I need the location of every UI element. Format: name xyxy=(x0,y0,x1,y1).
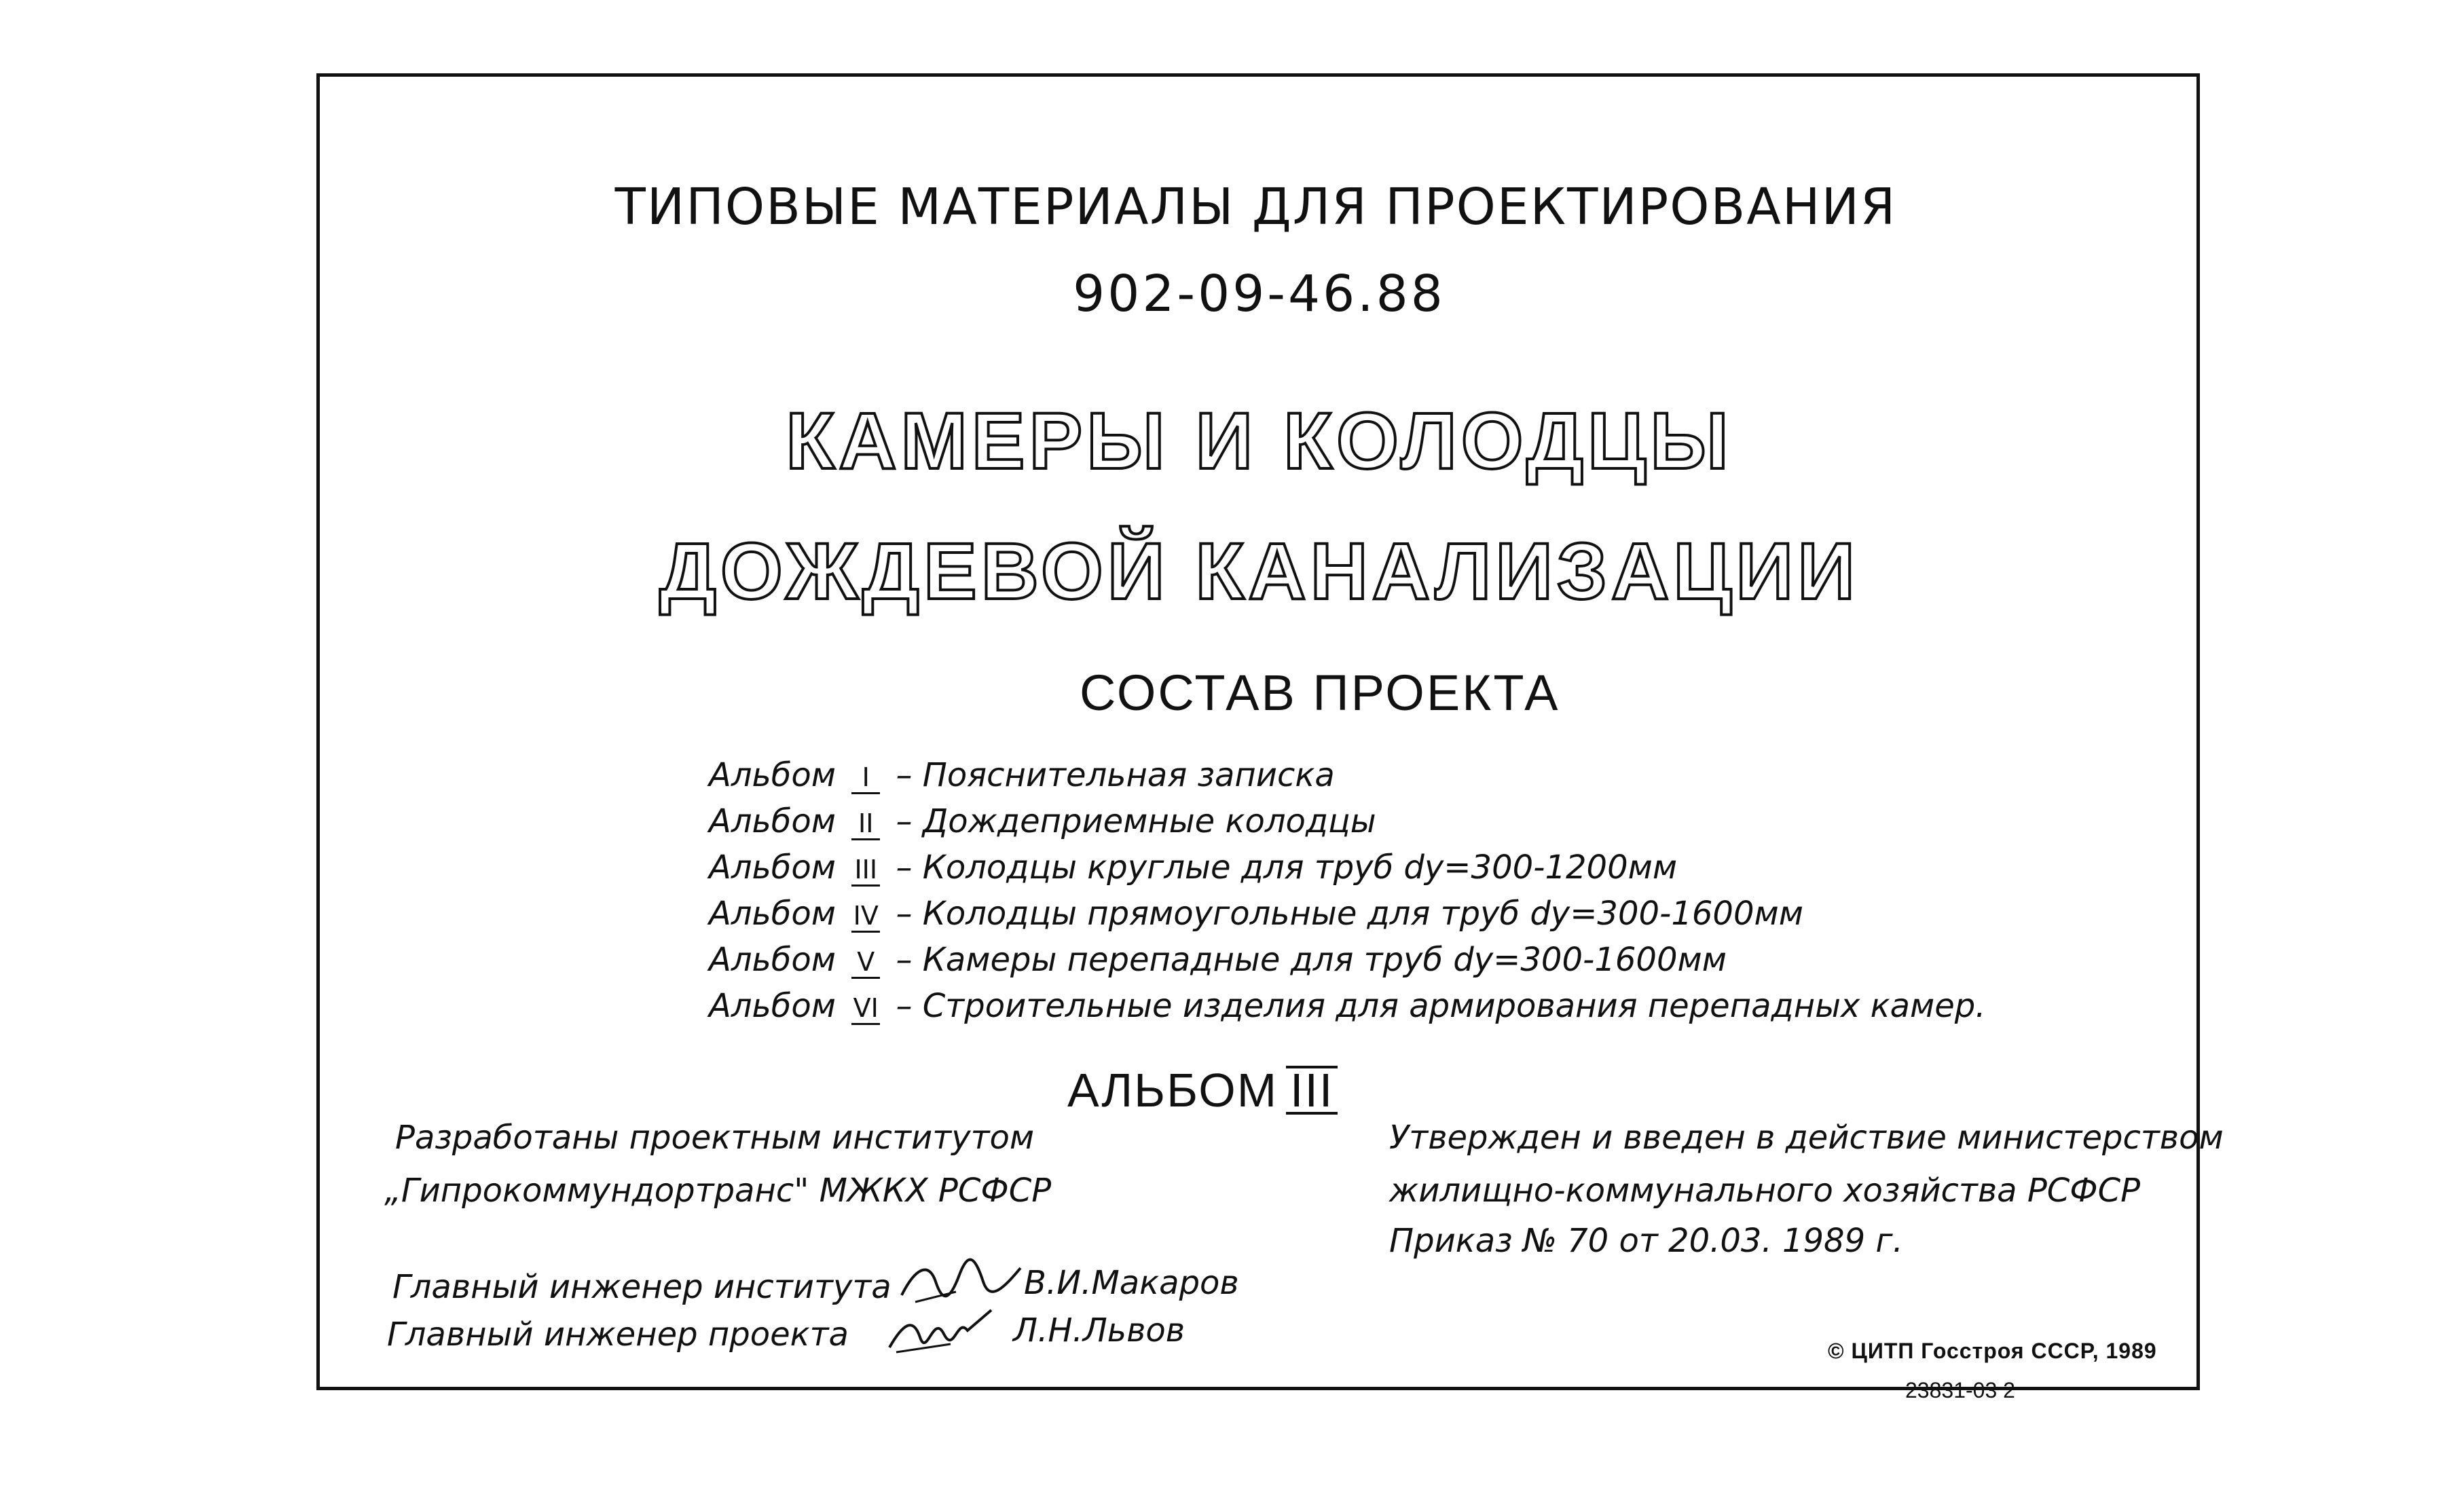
album-text: – Пояснительная записка xyxy=(896,756,1335,794)
album-word: Альбом xyxy=(709,987,836,1025)
composition-heading: СОСТАВ ПРОЕКТА xyxy=(1080,665,1560,721)
album-text: – Строительные изделия для армирования перепадных камер. xyxy=(896,987,1986,1025)
album-text: – Колодцы круглые для труб dу=300-1200мм xyxy=(896,849,1678,887)
signature-role-project: Главный инженер проекта xyxy=(387,1316,849,1354)
signature-name-institute: В.И.Макаров xyxy=(1024,1264,1239,1302)
album-text: – Дождеприемные колодцы xyxy=(896,802,1376,840)
approval-order: Приказ № 70 от 20.03. 1989 г. xyxy=(1389,1222,1903,1260)
album-item xyxy=(709,891,1986,937)
current-album xyxy=(1067,1063,1338,1117)
developer-line1: Разработаны проектным институтом xyxy=(395,1119,1035,1157)
album-list xyxy=(709,752,1986,1029)
album-text: – Колодцы прямоугольные для труб dу=300-1600мм xyxy=(896,895,1803,933)
album-number: V xyxy=(851,947,880,979)
album-item xyxy=(709,844,1986,891)
album-number: III xyxy=(851,855,880,887)
album-word: Альбом xyxy=(709,756,836,794)
album-number: II xyxy=(851,808,880,840)
album-word: Альбом xyxy=(709,802,836,840)
album-number: I xyxy=(851,762,880,794)
series-code: 902-09-46.88 xyxy=(1073,265,1446,323)
approval-line1: Утвержден и введен в действие министерством xyxy=(1389,1119,2224,1157)
album-word: Альбом xyxy=(709,895,836,933)
signature-makarov-icon xyxy=(895,1254,1024,1309)
series-title: ТИПОВЫЕ МАТЕРИАЛЫ ДЛЯ ПРОЕКТИРОВАНИЯ xyxy=(614,178,1897,236)
album-number: IV xyxy=(851,901,880,933)
main-title-line2: ДОЖДЕВОЙ КАНАЛИЗАЦИИ xyxy=(659,527,1860,616)
album-item xyxy=(709,937,1986,983)
current-album-label: АЛЬБОМ xyxy=(1067,1064,1279,1117)
signature-role-institute: Главный инженер института xyxy=(392,1268,891,1306)
signature-lvov-icon xyxy=(883,1303,998,1358)
current-album-number: III xyxy=(1286,1066,1338,1115)
developer-line2: „Гипрокоммундортранс" МЖКХ РСФСР xyxy=(384,1172,1052,1210)
album-item xyxy=(709,983,1986,1029)
album-text: – Камеры перепадные для труб dу=300-1600мм xyxy=(896,941,1727,979)
album-item xyxy=(709,798,1986,844)
approval-line2: жилищно-коммунального хозяйства РСФСР xyxy=(1389,1172,2141,1210)
signature-name-project: Л.Н.Львов xyxy=(1013,1311,1185,1349)
album-item xyxy=(709,752,1986,798)
copyright-stamp: © ЦИТП Госстроя СССР, 1989 xyxy=(1828,1339,2157,1363)
album-word: Альбом xyxy=(709,849,836,887)
album-word: Альбом xyxy=(709,941,836,979)
sheet-number: 23831-03 2 xyxy=(1905,1378,2015,1402)
main-title-line1: КАМЕРЫ И КОЛОДЦЫ xyxy=(786,396,1733,486)
album-number: VI xyxy=(851,993,880,1025)
